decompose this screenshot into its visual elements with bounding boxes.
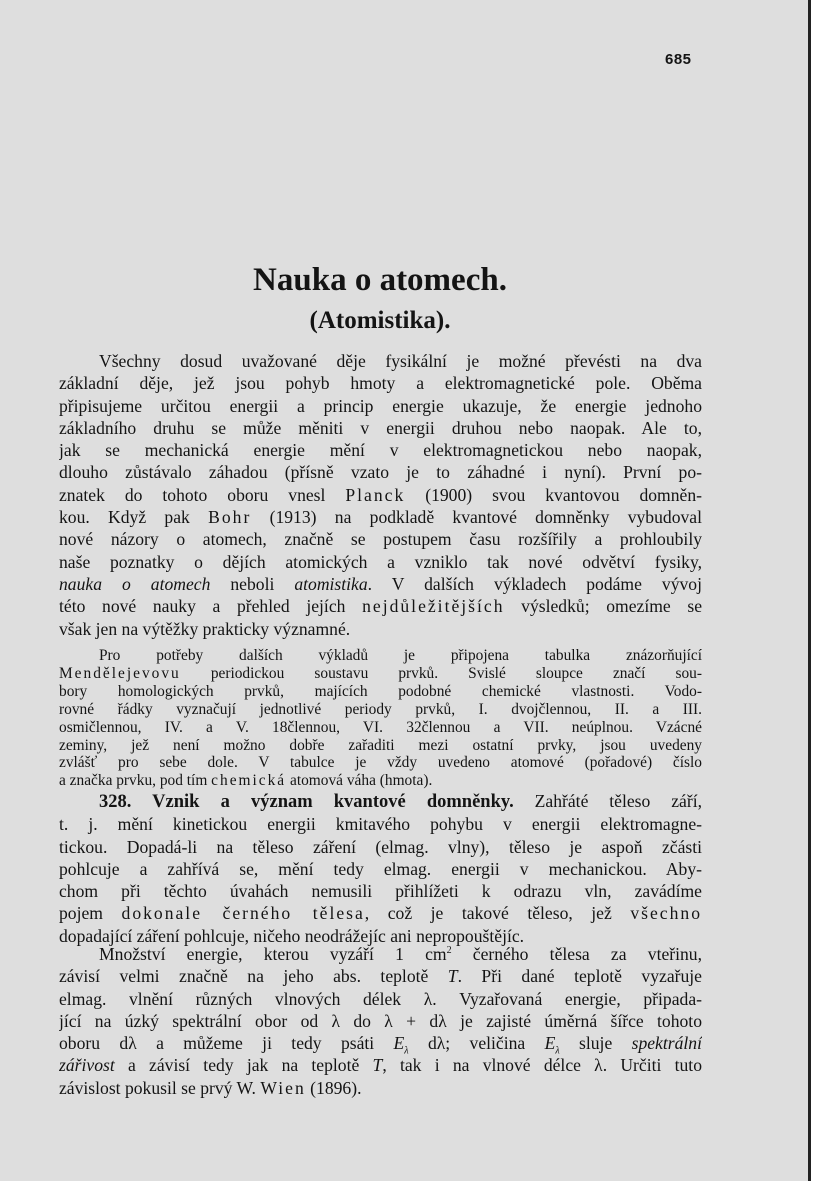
chapter-subtitle: (Atomistika). xyxy=(309,307,451,334)
section-heading: 328. Vznik a význam kvantové domněnky. xyxy=(99,792,514,812)
text-line: t. j. mění kinetickou energii kmitavého pohybu v energii elektromagne- xyxy=(59,814,702,835)
text-line: nauka o atomech neboli atomistika. V dalších výkladech podáme vývoj xyxy=(59,573,702,594)
page-number: 685 xyxy=(665,51,692,68)
text-line: závisí velmi značně na jeho abs. teplotě T. Při dané teplotě vyzařuje xyxy=(59,966,702,987)
text-line: Množství energie, kterou vyzáří 1 $cm^2$ černého tělesa za vteřinu, xyxy=(99,944,702,964)
name-mendelejev: Mendělejevovu xyxy=(59,664,181,682)
text-line: zvlášť pro sebe dole. V tabulce je vždy uvedeno atomové (pořadové) číslo xyxy=(59,754,702,772)
text-line: bory homologických prvků, majících podobné chemické vlastnosti. Vodo- xyxy=(59,682,702,700)
chapter-title: Nauka o atomech. xyxy=(253,262,507,298)
scan-page-edge xyxy=(808,0,827,1181)
text-line: základní děje, jež jsou pohyb hmoty a elektromagnetické pole. Oběma xyxy=(59,373,702,394)
paragraph-table-note xyxy=(59,647,702,790)
paragraph-radiation xyxy=(59,943,702,1099)
text-line: závislost pokusil se prvý W. Wien (1896). xyxy=(59,1077,362,1098)
text-line: základního druhu se může měniti v energii druhou nebo naopak. Ale to, xyxy=(59,417,702,438)
text-line: připisujeme určitou energii a princip energie ukazuje, že energie jednoho xyxy=(59,395,702,416)
text-line: zářivost a závisí tedy jak na teplotě T, tak i na vlnové délce λ. Určiti tuto xyxy=(59,1055,702,1076)
text-line: zeminy, jež není možno dobře zařaditi mezi ostatní prvky, jsou uvedeny xyxy=(59,736,702,754)
name-wien: Wien xyxy=(260,1077,306,1098)
text-line: pojem dokonale černého tělesa, což je takové těleso, jež všechno xyxy=(59,903,702,924)
text-line: oboru dλ a můžeme ji tedy psáti $E_\lambda$ dλ; veličina $E_\lambda$ sluje spektrální xyxy=(59,1033,702,1055)
text-line: rovné řádky vyznačují jednotlivé periody prvků, I. dvojčlennou, II. a III. xyxy=(59,700,702,718)
text-line: osmičlennou, IV. a V. 18člennou, VI. 32člennou a VII. neúplnou. Vzácné xyxy=(59,718,702,736)
text-line: pohlcuje a zahřívá se, mění tedy elmag. energii v mechanickou. Aby- xyxy=(59,858,702,879)
paragraph-intro xyxy=(59,350,702,640)
text-line: jak se mechanická energie mění v elektromagnetickou nebo naopak, xyxy=(59,440,702,461)
text-line: a značka prvku, pod tím chemická atomová váha (hmota). xyxy=(59,772,433,790)
text-line: tickou. Dopadá-li na těleso záření (elmag. vlny), těleso je aspoň zčásti xyxy=(59,836,702,857)
text-line: nové názory o atomech, značně se postupem času rozšířily a prohloubily xyxy=(59,529,702,550)
text-line: znatek do tohoto oboru vnesl Planck (1900) svou kvantovou domněn- xyxy=(59,484,702,505)
text-line: naše poznatky o dějích atomických a vzniklo tak nové odvětví fysiky, xyxy=(59,551,702,572)
text-line: chom při těchto úvahách nemusili přihlížeti k odrazu vln, zavádíme xyxy=(59,881,702,902)
text-line: jící na úzký spektrální obor od λ do λ + dλ je zajisté úměrná šířce tohoto xyxy=(59,1010,702,1031)
section-328 xyxy=(59,790,702,947)
text-line: Všechny dosud uvažované děje fysikální je možné převésti na dva xyxy=(99,351,702,371)
text-line: 328. Vznik a význam kvantové domněnky. Zahřáté těleso září, xyxy=(99,791,702,812)
name-bohr: Bohr xyxy=(208,507,252,528)
text-line: kou. Když pak Bohr (1913) na podkladě kvantové domněnky vybudoval xyxy=(59,507,702,528)
text-line: dlouho zůstávalo záhadou (přísně vzato je to záhadné i nyní). První po- xyxy=(59,462,702,483)
text-line: této nové nauky a přehled jejích nejdůležitějších výsledků; omezíme se xyxy=(59,596,702,617)
text-line: Pro potřeby dalších výkladů je připojena tabulka znázorňující xyxy=(99,647,702,664)
text-line: Mendělejevovu periodickou soustavu prvků. Svislé sloupce značí sou- xyxy=(59,664,702,682)
text-line: elmag. vlnění různých vlnových délek λ. Vyzařovaná energie, připada- xyxy=(59,988,702,1009)
text-line: dopadající záření pohlcuje, ničeho neodrážejíc ani nepropouštějíc. xyxy=(59,925,525,946)
text-line: však jen na výtěžky prakticky významné. xyxy=(59,618,351,639)
name-planck: Planck xyxy=(345,484,406,505)
